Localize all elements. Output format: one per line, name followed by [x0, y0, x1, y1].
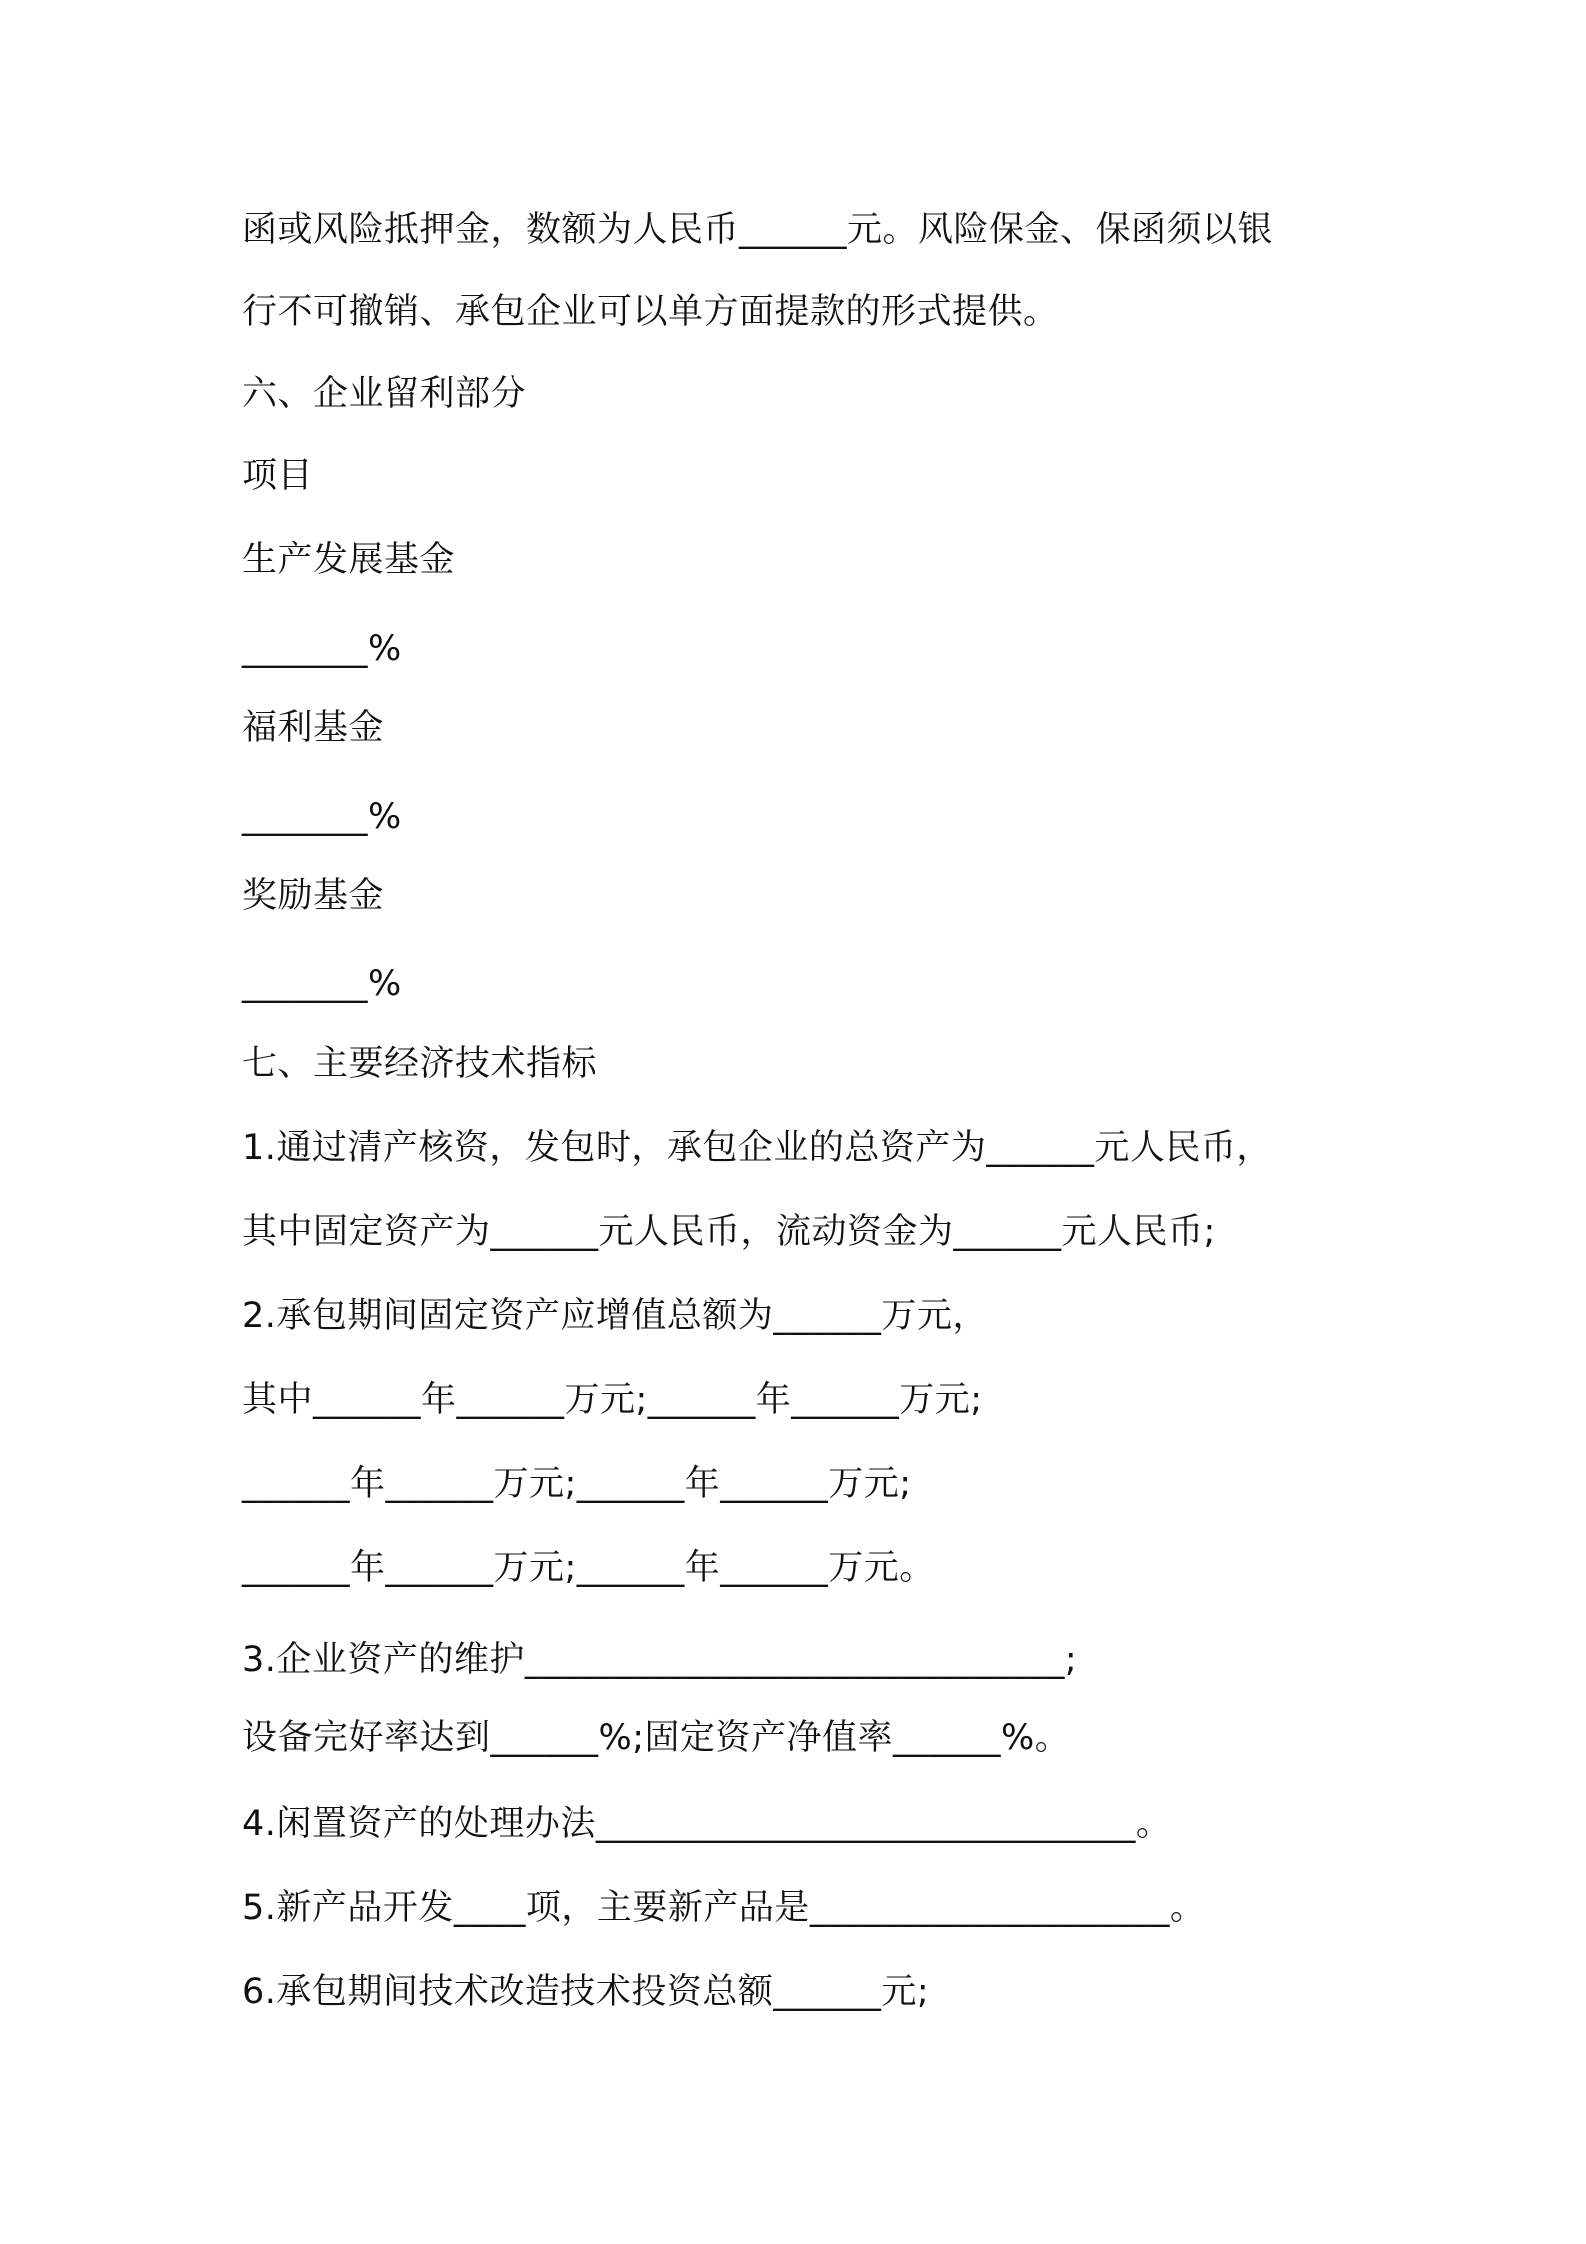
text-line-19: 设备完好率达到______%;固定资产净值率______%。 — [242, 1718, 1071, 1758]
bonus-fund-label: 奖励基金 — [242, 876, 385, 916]
text-line-17: ______年______万元;______年______万元。 — [242, 1548, 935, 1588]
text-line-18: 3.企业资产的维护______________________________; — [242, 1640, 1078, 1680]
welfare-fund-label: 福利基金 — [242, 708, 385, 748]
production-fund-label: 生产发展基金 — [242, 540, 456, 580]
text-line-1: 函或风险抵押金，数额为人民币______元。风险保金、保函须以银 — [242, 210, 1274, 250]
text-line-20: 4.闲置资产的处理办法______________________________。 — [242, 1804, 1172, 1844]
text-line-2: 行不可撤销、承包企业可以单方面提款的形式提供。 — [242, 292, 1059, 332]
text-line-14: 2.承包期间固定资产应增值总额为______万元， — [242, 1296, 988, 1336]
text-line-22: 6.承包期间技术改造技术投资总额______元; — [242, 1972, 930, 2012]
section-heading-6: 六、企业留利部分 — [242, 374, 527, 414]
section-heading-7: 七、主要经济技术指标 — [242, 1044, 598, 1084]
bonus-fund-blank: _______% — [242, 964, 402, 1004]
text-line-15: 其中______年______万元;______年______万元; — [242, 1380, 983, 1420]
text-line-13: 其中固定资产为______元人民币，流动资金为______元人民币; — [242, 1212, 1216, 1252]
production-fund-blank: _______% — [242, 629, 402, 669]
welfare-fund-blank: _______% — [242, 797, 402, 837]
text-line-12: 1.通过清产核资，发包时，承包企业的总资产为______元人民币， — [242, 1128, 1272, 1168]
text-line-16: ______年______万元;______年______万元; — [242, 1464, 912, 1504]
item-label: 项目 — [242, 456, 314, 496]
text-line-21: 5.新产品开发____项，主要新产品是____________________。 — [242, 1888, 1206, 1928]
